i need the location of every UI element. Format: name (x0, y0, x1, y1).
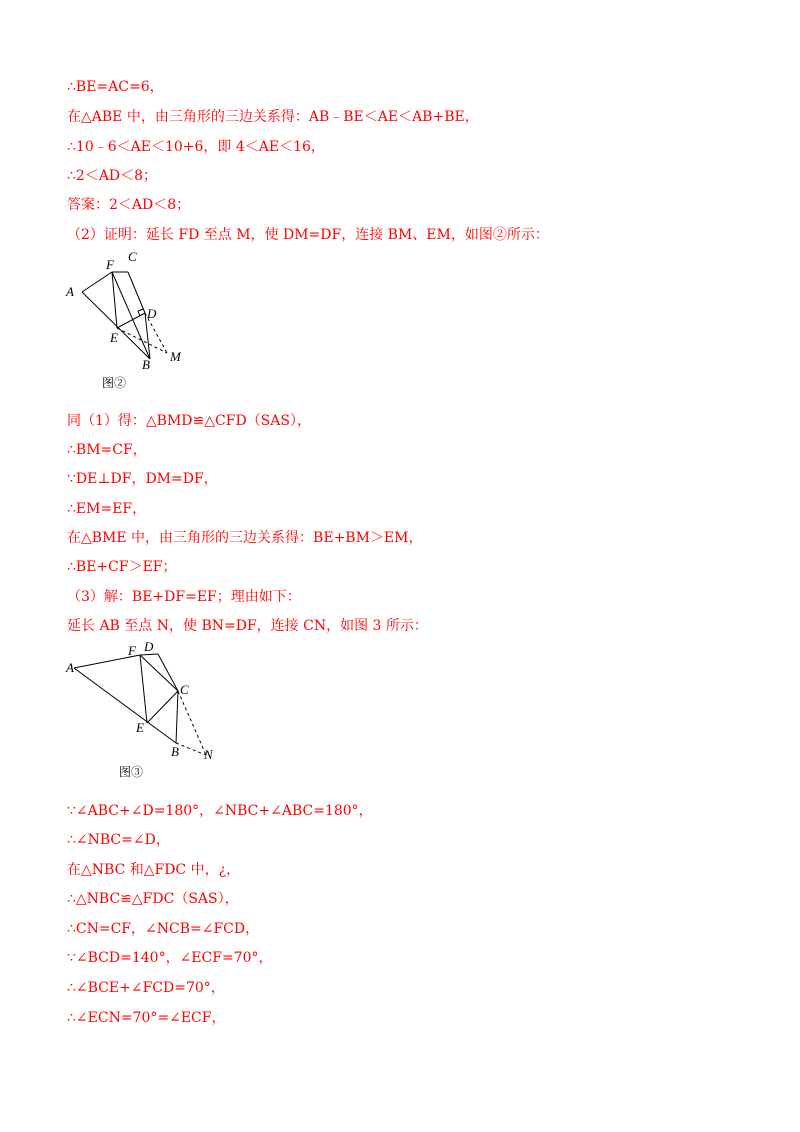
text-line: ∴EM=EF， (67, 501, 147, 517)
label-D: D (147, 306, 157, 321)
figure-2-caption: 图② (102, 376, 127, 390)
text-line: ∵DE⊥DF，DM=DF， (67, 471, 218, 487)
label-B: B (142, 357, 150, 372)
text-line: 延长 AB 至点 N，使 BN=DF，连接 CN，如图 3 所示： (67, 618, 428, 634)
figure-3-caption: 图③ (119, 765, 144, 779)
text-line: ∴BM=CF， (67, 442, 147, 458)
figure-3 (62, 635, 227, 780)
text-line: ∴BE=AC=6， (67, 79, 164, 95)
text-line: ∴∠ECN=70°=∠ECF， (67, 1010, 226, 1026)
text-line: ∴BE+CF＞EF； (67, 559, 177, 575)
text-line: （3）解：BE+DF=EF；理由如下： (67, 589, 301, 605)
figure-2 (62, 245, 202, 395)
text-line: 同（1）得：△BMD≌△CFD（SAS）， (67, 413, 311, 429)
label-C: C (180, 682, 189, 697)
text-line: ∴2＜AD＜8； (67, 168, 158, 184)
text-line: 在△ABE 中，由三角形的三边关系得：AB﹣BE＜AE＜AB+BE， (67, 109, 479, 125)
text-line: ∴CN=CF，∠NCB=∠FCD， (67, 921, 260, 937)
label-E: E (136, 720, 144, 735)
label-M: M (170, 349, 181, 364)
label-F: F (106, 257, 114, 272)
text-line: ∴△NBC≌△FDC（SAS）， (67, 891, 239, 907)
label-A: A (66, 660, 74, 675)
text-line: ∴∠BCE+∠FCD=70°， (67, 980, 225, 996)
label-D: D (144, 639, 154, 654)
label-B: B (171, 744, 179, 759)
text-line: ∵∠BCD=140°，∠ECF=70°， (67, 950, 273, 966)
label-C: C (128, 249, 137, 264)
text-line: 答案：2＜AD＜8； (67, 197, 191, 213)
text-line: 在△BME 中，由三角形的三边关系得：BE+BM＞EM， (67, 530, 423, 546)
label-E: E (110, 330, 118, 345)
text-line: （2）证明：延长 FD 至点 M，使 DM=DF，连接 BM、EM，如图②所示： (67, 227, 549, 243)
text-line: 在△NBC 和△FDC 中，¿， (67, 862, 241, 878)
label-F: F (128, 643, 136, 658)
text-line: ∴10﹣6＜AE＜10+6，即 4＜AE＜16， (67, 139, 325, 155)
text-line: ∴∠NBC=∠D， (67, 832, 170, 848)
label-A: A (66, 284, 74, 299)
text-line: ∵∠ABC+∠D=180°，∠NBC+∠ABC=180°， (67, 803, 373, 819)
label-N: N (204, 747, 213, 762)
